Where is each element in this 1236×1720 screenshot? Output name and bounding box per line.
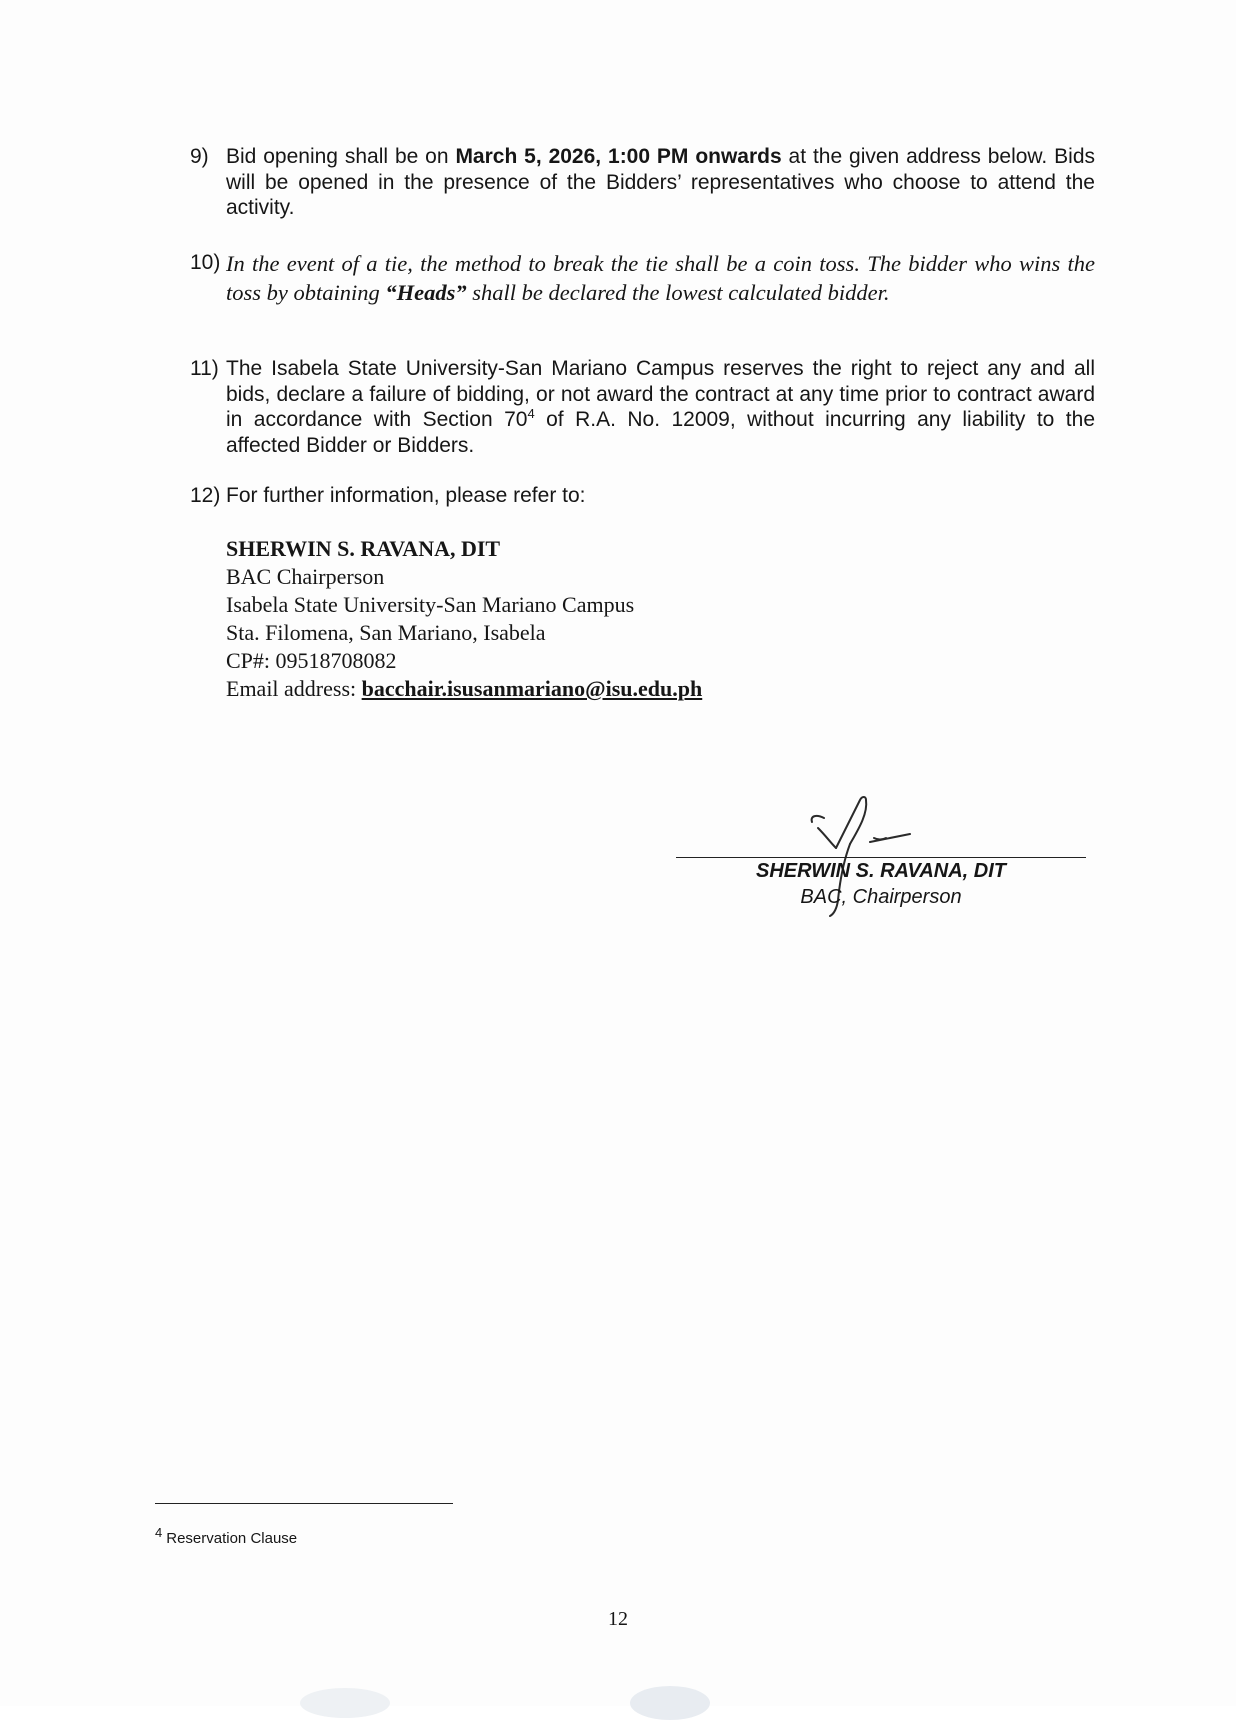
item-text-after: shall be declared the lowest calculated bidder. — [466, 279, 890, 305]
footnote-number: 4 — [155, 1525, 163, 1540]
contact-institution: Isabela State University-San Mariano Campus — [226, 592, 635, 617]
email-label: Email address: — [226, 676, 362, 701]
item-text-before: The Isabela State University-San Mariano Campus reserves the right to reject any and all bids, declare a failure of bidding, or not award the contract at any time prior to contract award in accordance with Section 70 — [226, 357, 1095, 431]
email-link[interactable]: bacchair.isusanmariano@isu.edu.ph — [361, 676, 703, 701]
list-item-9 — [190, 144, 1095, 221]
signatory-title: BAC, Chairperson — [800, 886, 962, 908]
contact-phone: CP#: 09518708082 — [226, 648, 397, 673]
footnote — [155, 1525, 298, 1547]
footnote-text: Reservation Clause — [166, 1530, 298, 1547]
heads-term: “Heads” — [385, 279, 467, 305]
contact-block — [226, 535, 702, 703]
contact-email-row — [226, 675, 702, 703]
signature-line — [676, 857, 1086, 858]
item-text: For further information, please refer to: — [226, 484, 586, 507]
item-text — [226, 356, 1095, 458]
contact-position: BAC Chairperson — [226, 564, 385, 589]
item-number: 10) — [190, 251, 221, 274]
page-number: 12 — [608, 1608, 628, 1630]
item-text — [226, 144, 1095, 221]
contact-address: Sta. Filomena, San Mariano, Isabela — [226, 620, 546, 645]
item-number: 11) — [190, 357, 219, 380]
contact-name: SHERWIN S. RAVANA, DIT — [226, 536, 501, 561]
list-item-10 — [190, 250, 1095, 307]
item-text-before: Bid opening shall be on — [226, 145, 456, 168]
footnote-divider — [155, 1503, 453, 1504]
signatory-name: SHERWIN S. RAVANA, DIT — [755, 860, 1006, 882]
item-text-before: In the event of a tie, the method to break the tie shall be a coin toss. The bidder who wins the toss by obtaining — [226, 251, 1095, 305]
scan-smudge — [630, 1686, 710, 1720]
item-number: 12) — [190, 484, 221, 507]
list-item-11 — [190, 356, 1095, 458]
bid-opening-date: March 5, 2026, 1:00 PM onwards — [455, 145, 782, 168]
scan-smudge — [300, 1688, 390, 1718]
item-text — [226, 250, 1095, 307]
item-text-after: of R.A. No. 12009, without incurring any liability to the affected Bidder or Bidders. — [226, 408, 1095, 457]
item-number: 9) — [190, 145, 209, 168]
item-text-after: at the given address below. Bids will be opened in the presence of the Bidders’ representatives who choose to attend the activity. — [226, 145, 1096, 219]
footnote-ref: 4 — [527, 406, 535, 421]
list-item-12 — [190, 483, 1095, 509]
